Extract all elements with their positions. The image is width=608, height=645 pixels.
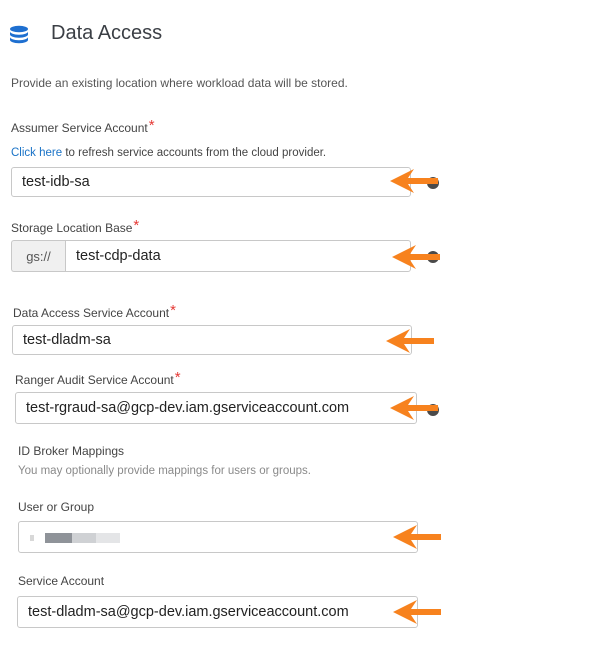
storage-location-input[interactable] [65,240,411,272]
refresh-row [11,147,326,159]
orange-arrow-icon [392,244,442,270]
idbroker-hint: You may optionally provide mappings for users or groups. [18,465,311,477]
assumer-label-row [11,119,155,136]
redacted-block [96,533,120,543]
orange-arrow-icon [386,328,436,354]
storage-label: Storage Location Base [11,221,133,235]
service-account-input[interactable] [17,596,418,628]
service-account-value: test-dladm-sa@gcp-dev.iam.gserviceaccount.com [28,604,349,620]
data-access-input[interactable] [12,325,412,355]
refresh-link[interactable]: Click here [11,147,63,159]
database-icon [9,25,29,47]
ranger-value: test-rgraud-sa@gcp-dev.iam.gserviceaccount.com [26,400,350,416]
required-marker: * [174,369,181,386]
storage-value: test-cdp-data [76,248,161,264]
section-description: Provide an existing location where workload data will be stored. [11,76,348,90]
ranger-label-row [15,371,181,388]
orange-arrow-icon [393,524,443,550]
storage-label-row [11,219,139,236]
refresh-text: to refresh service accounts from the cloud provider. [62,147,327,159]
idbroker-heading: ID Broker Mappings [18,444,125,458]
redacted-block [45,533,73,543]
orange-arrow-icon [393,599,443,625]
data-access-label: Data Access Service Account [13,306,170,320]
redacted-block [30,535,34,541]
assumer-label: Assumer Service Account [11,121,148,135]
ranger-label: Ranger Audit Service Account [15,373,174,387]
data-access-label-row [13,304,176,321]
ranger-input[interactable] [15,392,417,424]
storage-prefix: gs:// [11,240,65,272]
user-group-label: User or Group [18,500,95,514]
required-marker: * [148,117,155,134]
assumer-value: test-idb-sa [22,174,90,190]
orange-arrow-icon [390,168,440,194]
required-marker: * [170,302,176,319]
service-account-label: Service Account [18,574,105,588]
orange-arrow-icon [390,395,440,421]
required-marker: * [133,217,140,234]
assumer-select[interactable] [11,167,411,197]
redacted-block [72,533,96,543]
page-title: Data Access [51,22,163,44]
data-access-value: test-dladm-sa [23,332,111,348]
